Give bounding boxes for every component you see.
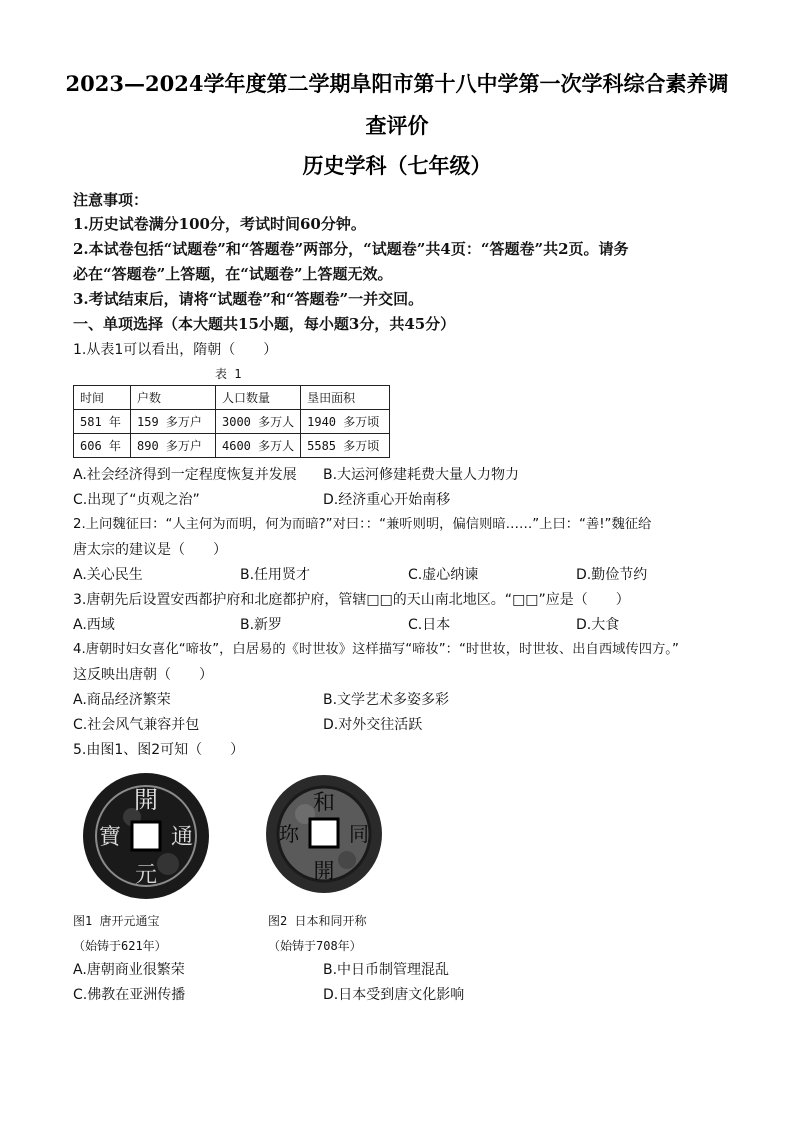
- q5-option-b: B.中日币制管理混乱: [323, 962, 450, 978]
- q4-option-a: A.商品经济繁荣: [73, 692, 171, 708]
- table-cell: 890 多万户: [131, 434, 216, 458]
- q4-option-c: C.社会风气兼容并包: [73, 717, 200, 733]
- q2-stem-cont: 唐太宗的建议是（ ）: [73, 542, 227, 558]
- table-cell: 1940 多万顷: [301, 410, 390, 434]
- q5-option-a: A.唐朝商业很繁荣: [73, 962, 185, 978]
- note-item-2-cont: 必在“答题卷”上答题，在“试题卷”上答题无效。: [73, 265, 393, 283]
- q4-option-b: B.文学艺术多姿多彩: [323, 692, 450, 708]
- section-heading: 一、单项选择（本大题共15小题，每小题3分，共45分）: [73, 315, 456, 333]
- note-item-1: 1.历史试卷满分100分，考试时间60分钟。: [73, 215, 366, 233]
- table-cell: 581 年: [74, 410, 131, 434]
- q2-option-c: C.虚心纳谏: [408, 567, 479, 583]
- exam-title-line1: 2023—2024学年度第二学期阜阳市第十八中学第一次学科综合素养调: [65, 71, 729, 96]
- coin2-char-right: 同: [349, 822, 369, 846]
- q2-option-d: D.勤俭节约: [576, 567, 648, 583]
- fig1-caption: 图1 唐开元通宝: [73, 914, 160, 928]
- fig2-date: （始铸于708年）: [268, 939, 362, 953]
- table-cell: 5585 多万顷: [301, 434, 390, 458]
- q3-option-d: D.大食: [576, 617, 620, 633]
- q3-option-b: B.新罗: [240, 617, 283, 633]
- q5-option-c: C.佛教在亚洲传播: [73, 987, 186, 1003]
- q4-option-d: D.对外交往活跃: [323, 717, 423, 733]
- q2-option-b: B.任用贤才: [240, 567, 311, 583]
- q1-option-c: C.出现了“贞观之治”: [73, 492, 200, 508]
- q4-stem: 4.唐朝时妇女喜化“啼妆”，白居易的《时世妆》这样描写“啼妆”：“时世妆，时世妆、出自西域传四方。”: [73, 642, 679, 657]
- table-cell: 606 年: [74, 434, 131, 458]
- note-item-2: 2.本试卷包括“试题卷”和“答题卷”两部分，“试题卷”共4页：“答题卷”共2页。请务: [73, 240, 629, 258]
- q3-option-c: C.日本: [408, 617, 451, 633]
- exam-title-line2: 查评价: [365, 113, 429, 138]
- q5-stem: 5.由图1、图2可知（ ）: [73, 742, 245, 758]
- table-header-cell: 人口数量: [216, 386, 301, 410]
- fig2-caption: 图2 日本和同开称: [268, 914, 367, 928]
- q4-stem-cont: 这反映出唐朝（ ）: [73, 667, 213, 683]
- kaiyuan-coin-image: [82, 772, 210, 900]
- q1-option-d: D.经济重心开始南移: [323, 492, 451, 508]
- notes-heading: 注意事项：: [73, 191, 149, 209]
- coin1-char-top: 開: [134, 786, 158, 814]
- q2-stem: 2.上问魏征曰：“人主何为而明，何为而暗?”对曰：：“兼听则明，偏信则暗……”上曰：“善!”魏征给: [73, 517, 652, 532]
- coin1-char-right: 通: [170, 825, 194, 850]
- table-header-cell: 时间: [74, 386, 131, 410]
- wado-kaichin-coin-image: [265, 774, 383, 894]
- coin1-char-bottom: 元: [134, 863, 158, 888]
- table-header-row: [74, 386, 390, 410]
- table-cell: 159 多万户: [131, 410, 216, 434]
- table-row: [74, 434, 390, 458]
- coin2-char-bottom: 開: [313, 859, 335, 883]
- coin2-char-top: 和: [312, 791, 336, 816]
- table-caption: 表 1: [215, 367, 242, 381]
- table-header-cell: 户数: [131, 386, 216, 410]
- q1-option-a: A.社会经济得到一定程度恢复并发展: [73, 467, 297, 483]
- coin1-char-left: 寶: [98, 825, 122, 850]
- subject-title: 历史学科（七年级）: [302, 153, 492, 178]
- q1-stem: 1.从表1可以看出，隋朝（ ）: [73, 342, 278, 358]
- fig1-date: （始铸于621年）: [73, 939, 167, 953]
- table-cell: 3000 多万人: [216, 410, 301, 434]
- q1-option-b: B.大运河修建耗费大量人力物力: [323, 467, 520, 483]
- coin2-char-left: 珎: [279, 822, 299, 846]
- table-header-cell: 垦田面积: [301, 386, 390, 410]
- q3-stem: 3.唐朝先后设置安西都护府和北庭都护府，管辖□□的天山南北地区。“□□”应是（ ）: [73, 592, 630, 608]
- q5-option-d: D.日本受到唐文化影响: [323, 987, 465, 1003]
- table-row: [74, 410, 390, 434]
- q2-option-a: A.关心民生: [73, 567, 143, 583]
- note-item-3: 3.考试结束后，请将“试题卷”和“答题卷”一并交回。: [73, 290, 424, 308]
- table-cell: 4600 多万人: [216, 434, 301, 458]
- data-table: [73, 385, 390, 458]
- q3-option-a: A.西域: [73, 617, 115, 633]
